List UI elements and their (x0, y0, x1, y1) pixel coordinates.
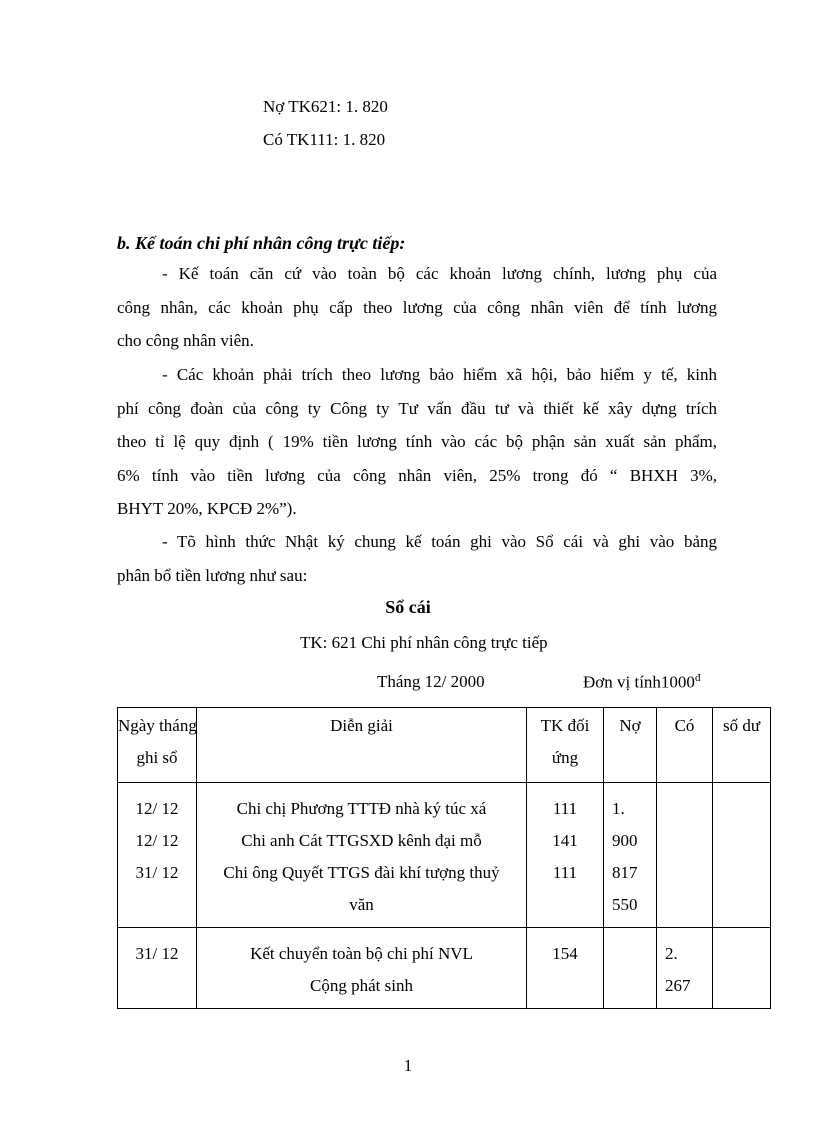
header-debit-text: Nợ (619, 716, 641, 735)
cell-dates (118, 783, 197, 928)
cell-credit: 267 (665, 976, 691, 995)
cell-balance (713, 783, 771, 928)
cell-accounts (527, 928, 604, 1009)
header-account-line: TK đối (540, 716, 590, 735)
ledger-title: Sổ cái (385, 597, 431, 617)
header-credit (657, 708, 713, 783)
paragraph-2-line: theo tỉ lệ quy định ( 19% tiền lương tính vào các bộ phận sản xuất sản phẩm, (117, 432, 717, 451)
ledger-unit-text: Đơn vị tính1000 (583, 672, 695, 692)
cell-date: 31/ 12 (135, 863, 179, 882)
paragraph-1-line: cho công nhân viên. (117, 331, 254, 350)
cell-description: Kết chuyển toàn bộ chi phí NVL (250, 944, 473, 963)
header-date-line: ghi sổ (136, 748, 178, 767)
cell-debit: 817 (612, 863, 638, 882)
journal-entry-credit: Có TK111: 1. 820 (263, 130, 386, 149)
cell-debit: 1. (612, 799, 625, 818)
cell-description: Chi ông Quyết TTGS đài khí tượng thuỷ (223, 863, 500, 882)
ledger-month: Tháng 12/ 2000 (377, 672, 485, 691)
paragraph-1-line: công nhân, các khoản phụ cấp theo lương của công nhân viên để tính lương (117, 297, 717, 317)
header-balance-text: số dư (722, 716, 761, 735)
cell-debit (604, 970, 656, 1002)
ledger-table (117, 707, 771, 1009)
cell-debit: 900 (612, 831, 638, 850)
ledger-unit-symbol: đ (694, 672, 701, 684)
section-heading: b. Kế toán chi phí nhân công trực tiếp: (117, 233, 406, 253)
cell-description: Chi anh Cát TTGSXD kênh đại mỗ (241, 831, 482, 850)
cell-accounts (527, 783, 604, 928)
cell-date (118, 889, 196, 921)
ledger-unit (583, 672, 700, 693)
cell-account: 154 (552, 944, 578, 963)
header-date-line: Ngày tháng (118, 716, 197, 735)
cell-debit (604, 938, 656, 970)
cell-credit (657, 793, 712, 825)
paragraph-2 (117, 358, 717, 526)
cell-descriptions (197, 783, 527, 928)
cell-credit: 2. (665, 944, 678, 963)
cell-credit (657, 857, 712, 889)
cell-account (527, 889, 603, 921)
page-number: 1 (403, 1056, 413, 1075)
journal-entry-debit: Nợ TK621: 1. 820 (263, 97, 388, 116)
paragraph-3-line: - Tõ hình thức Nhật ký chung kế toán ghi vào Sổ cái và ghi vào bảng (162, 532, 717, 551)
header-description (197, 708, 527, 783)
cell-account: 111 (552, 799, 578, 818)
cell-debit: 550 (612, 895, 638, 914)
cell-date: 31/ 12 (135, 944, 179, 963)
cell-credit (657, 889, 712, 921)
cell-debits (604, 928, 657, 1009)
paragraph-2-line: BHYT 20%, KPCĐ 2%”). (117, 499, 297, 518)
cell-account (527, 970, 603, 1002)
cell-credits (657, 928, 713, 1009)
cell-dates (118, 928, 197, 1009)
cell-descriptions (197, 928, 527, 1009)
ledger-account: TK: 621 Chi phí nhân công trực tiếp (300, 633, 548, 652)
paragraph-1 (117, 257, 717, 358)
paragraph-2-line: phí công đoàn của công ty Công ty Tư vấn đầu tư và thiết kế xây dựng trích (117, 398, 717, 418)
cell-credits (657, 783, 713, 928)
header-credit-text: Có (674, 716, 695, 735)
cell-description: văn (349, 895, 374, 914)
header-account (527, 708, 604, 783)
header-date (118, 708, 197, 783)
cell-description: Cộng phát sinh (310, 976, 413, 995)
table-row (118, 928, 771, 1009)
paragraph-2-line: 6% tính vào tiền lương của công nhân viên, 25% trong đó “ BHXH 3%, (117, 465, 717, 485)
cell-description: Chi chị Phương TTTĐ nhà ký túc xá (236, 799, 487, 818)
paragraph-3-line: phân bổ tiền lương như sau: (117, 565, 308, 585)
table-row (118, 783, 771, 928)
cell-date (118, 970, 196, 1002)
cell-balance (713, 928, 771, 1009)
cell-credit (657, 825, 712, 857)
paragraph-1-line: - Kế toán căn cứ vào toàn bộ các khoản lương chính, lương phụ của (162, 264, 717, 283)
cell-date: 12/ 12 (135, 831, 179, 850)
header-balance (713, 708, 771, 783)
paragraph-3 (117, 525, 717, 592)
cell-account: 141 (552, 831, 578, 850)
header-account-line: ứng (551, 748, 579, 767)
ledger-header-row (118, 708, 771, 783)
paragraph-2-line: - Các khoản phải trích theo lương bảo hiểm xã hội, bảo hiểm y tế, kinh (162, 365, 717, 384)
cell-debits (604, 783, 657, 928)
header-debit (604, 708, 657, 783)
cell-date: 12/ 12 (135, 799, 179, 818)
cell-account: 111 (552, 863, 578, 882)
header-description-text: Diễn giải (330, 716, 393, 735)
